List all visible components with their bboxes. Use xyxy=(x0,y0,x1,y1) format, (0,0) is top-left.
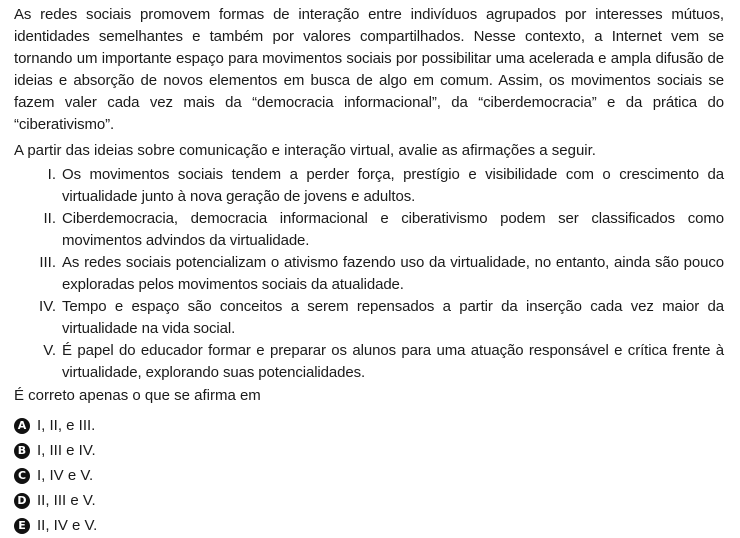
statement-numeral: I. xyxy=(47,166,56,183)
statement-numeral: V. xyxy=(43,342,56,359)
option-d[interactable] xyxy=(14,488,724,513)
option-a[interactable] xyxy=(14,413,724,438)
statement-item xyxy=(14,208,724,252)
option-letter-badge: B xyxy=(14,443,30,459)
option-letter-badge: A xyxy=(14,418,30,434)
statement-list xyxy=(14,164,724,384)
statement-numeral: II. xyxy=(43,210,56,227)
option-c[interactable] xyxy=(14,463,724,488)
option-text: I, III e IV. xyxy=(37,442,96,459)
answer-options xyxy=(14,413,724,538)
statement-text: Os movimentos sociais tendem a perder força, prestígio e visibilidade com o crescimento da virtualidade junto à nova geração de jovens e adultos. xyxy=(62,166,724,205)
option-letter-badge: E xyxy=(14,518,30,534)
statement-numeral: III. xyxy=(39,254,56,271)
prompt-text: A partir das ideias sobre comunicação e interação virtual, avalie as afirmações a seguir. xyxy=(14,142,596,159)
statement-text: É papel do educador formar e preparar os alunos para uma atuação responsável e crítica frente à virtualidade, explorando suas potencialidades. xyxy=(62,342,724,381)
statement-numeral: IV. xyxy=(39,298,56,315)
statement-text: Tempo e espaço são conceitos a serem repensados a partir da inserção cada vez maior da virtualidade na vida social. xyxy=(62,298,724,337)
statement-item xyxy=(14,296,724,340)
option-letter-badge: C xyxy=(14,468,30,484)
option-b[interactable] xyxy=(14,438,724,463)
question-text: É correto apenas o que se afirma em xyxy=(14,387,261,404)
option-letter-badge: D xyxy=(14,493,30,509)
statement-item xyxy=(14,340,724,384)
option-text: I, II, e III. xyxy=(37,417,96,434)
statement-item xyxy=(14,252,724,296)
option-text: I, IV e V. xyxy=(37,467,94,484)
statement-item xyxy=(14,164,724,208)
statement-text: As redes sociais potencializam o ativismo fazendo uso da virtualidade, no entanto, ainda são pouco exploradas pelos movimentos sociais da atualidade. xyxy=(62,254,724,293)
option-e[interactable] xyxy=(14,513,724,538)
option-text: II, IV e V. xyxy=(37,517,98,534)
option-text: II, III e V. xyxy=(37,492,96,509)
statement-text: Ciberdemocracia, democracia informacional e ciberativismo podem ser classificados como movimentos advindos da virtualidade. xyxy=(62,210,724,249)
intro-paragraph: As redes sociais promovem formas de interação entre indivíduos agrupados por interesses mútuos, identidades semelhantes e também por valores compartilhados. Nesse contexto, a Internet vem se tornando um importante espaço para movimentos sociais por possibilitar uma acelerada e ampla difusão de ideias e absorção de novos elementos em busca de algo em comum. Assim, os movimentos sociais se fazem valer cada vez mais da “democracia informacional”, da “ciberdemocracia” e da prática do “ciberativismo”. xyxy=(14,6,724,133)
